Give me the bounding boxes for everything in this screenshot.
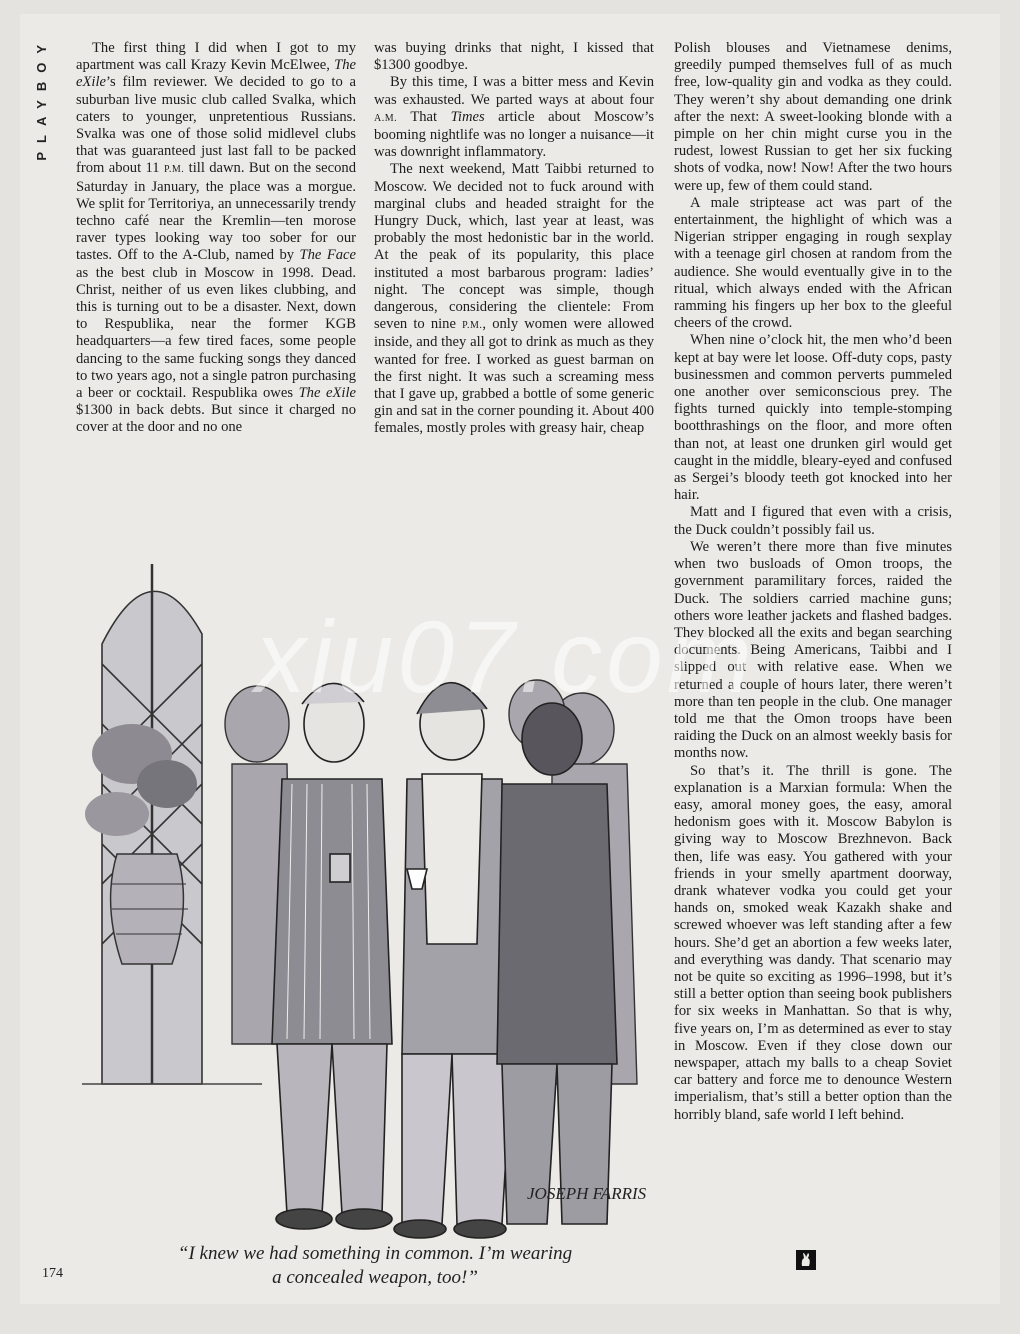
cartoonist-signature: JOSEPH FARRIS — [527, 1184, 647, 1203]
magazine-page — [20, 14, 1000, 1304]
paragraph: Polish blouses and Vietnamese denims, greedily pumped themselves full of as much free, low-quality gin and vodka as they could. They weren’t shy about demanding one drink after the next: A sweet-looking blonde with a pimple on her chin might curse you in the rudest, lowest Russian to get her six fucking shots of vodka, now! Now! After the two hours were up, few of them could stand. — [674, 40, 952, 194]
cartoon-illustration — [82, 524, 652, 1244]
paragraph: was buying drinks that night, I kissed that $1300 goodbye. — [374, 40, 654, 74]
masthead: PLAYBOY — [34, 36, 49, 161]
text-column-3 — [674, 40, 952, 1124]
paragraph: A male striptease act was part of the entertainment, the highlight of which was a Nigerian stripper engaging in rough sexplay with a teenage girl chosen at random from the audience. She would eventually give in to the ritual, which always ended with the African ramming his fingers up her box to the gleeful cheers of the crowd. — [674, 194, 952, 332]
paragraph: The first thing I did when I got to my apartment was call Krazy Kevin McElwee, The eXile’s film reviewer. We decided to go to a suburban live music club called Svalka, which caters to younger, unpretentious Russians. Svalka was one of those solid midlevel clubs that was guaranteed just last fall to be packed from about 11 P.M. till dawn. But on the second Saturday in January, the place was a morgue. We split for Territoriya, an unnecessarily trendy techno café near the Kremlin—ten morose raver types looking way too sober for our tastes. Off to the A-Club, named by The Face as the best club in Moscow in 1998. Dead. Christ, neither of us even likes clubbing, and this is turning out to be a disaster. Next, down to Respublika, near the former KGB headquarters—a few tired faces, some people dancing to the same fucking songs they danced to two years ago, not a single patron purchasing a beer or cocktail. Respublika owes The eXile $1300 in back debts. But since it charged no cover at the door and no one — [76, 40, 356, 436]
woman-center — [394, 683, 512, 1238]
text-column-1 — [76, 40, 356, 437]
paragraph: When nine o’clock hit, the men who’d been kept at bay were let loose. Off-duty cops, pasty businessmen and common perverts pummeled one another over semiconscious prey. The fights turned quickly into temple-stomping bootthrashings on the floor, and more often than not, at least one drunken girl would get caught in the middle, bleary-eyed and confused as Sergei’s bloody teeth got knocked into her hair. — [674, 332, 952, 504]
watermark: xiu07.com — [255, 600, 756, 714]
text-column-2 — [374, 40, 654, 438]
cartoon-caption: “I knew we had something in common. I’m wearing a concealed weapon, too!” — [177, 1243, 573, 1288]
man-striped-suit — [272, 683, 392, 1229]
paragraph: We weren’t there more than five minutes when two busloads of Omon troops, the government paramilitary forces, raided the Duck. The soldiers carried machine guns; others wore leather jackets and flashed badges. They blocked all the exits and began searching documents. Being Americans, Taibbi and I slipped out with relative ease. When we returned a couple of hours later, there weren’t more than ten people in the club. One manager told me that the Omon troops have been raiding the Duck on an almost weekly basis for months now. — [674, 538, 952, 762]
paragraph: Matt and I figured that even with a crisis, the Duck couldn’t possibly fail us. — [674, 504, 952, 538]
page-number: 174 — [42, 1266, 63, 1281]
bunny-logo-icon — [796, 1250, 816, 1270]
paragraph: The next weekend, Matt Taibbi returned to Moscow. We decided not to fuck around with marginal clubs and headed straight for the Hungry Duck, which, last year at least, was probably the most hedonistic bar in the world. At the peak of its popularity, this place instituted a most barbarous program: ladies’ night. The concept was simple, though dangerous, considering the clientele: From seven to nine P.M., only women were allowed inside, and they all got to drink as much as they wanted for free. I worked as guest barman on the first night. It was such a screaming mess that I gave up, grabbed a bottle of some generic gin and sat in the corner pounding it. About 400 females, mostly proles with greasy hair, cheap — [374, 161, 654, 437]
paragraph: So that’s it. The thrill is gone. The explanation is a Marxian formula: When the easy, amoral money goes, the easy, amoral hedonism goes with it. Moscow Babylon is giving way to Moscow Brezhnevon. Back then, life was easy. You gathered with your friends in your smelly apartment doorway, drank whatever vodka you could get your hands on, smoked weak Kazakh shake and screwed whoever was left standing after a few hours. She’d get an abortion a few weeks later, and everything was dandy. That scenario may not be quite so exciting as 1996–1998, but it’s still a better option than seeing book publishers for six weeks in Manhattan. So that is why, five years on, I’m as determined as ever to stay in Moscow. Even if they close down our newspaper, attach my balls to a cheap Soviet car battery and force me to denounce Western imperialism, that’s still a better option than the horribly bland, safe world I left behind. — [674, 762, 952, 1123]
paragraph: By this time, I was a bitter mess and Kevin was exhausted. We parted ways at about four A.M. That Times article about Moscow’s booming nightlife was no longer a nuisance—it was downright inflammatory. — [374, 74, 655, 161]
